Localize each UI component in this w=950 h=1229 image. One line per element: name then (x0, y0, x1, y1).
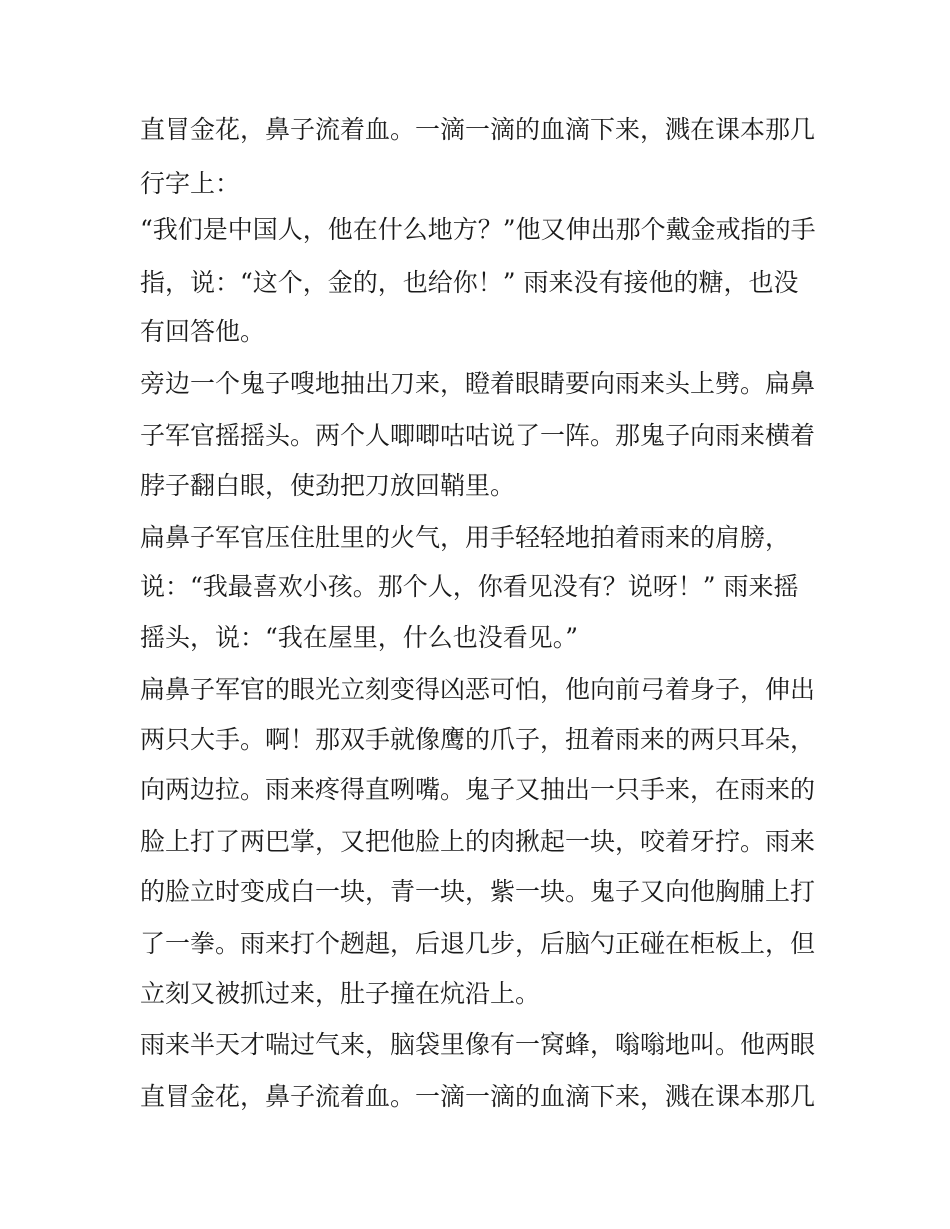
text-line: 向两边拉。雨来疼得直咧嘴。鬼子又抽出一只手来，在雨来的 (140, 775, 816, 804)
text-line: 直冒金花，鼻子流着血。一滴一滴的血滴下来，溅在课本那几 (140, 1082, 816, 1111)
text-line: 立刻又被抓过来，肚子撞在炕沿上。 (140, 979, 541, 1008)
text-line: 了一拳。雨来打个趔趄，后退几步，后脑勺正碰在柜板上，但 (140, 929, 816, 958)
text-line: 扁鼻子军官的眼光立刻变得凶恶可怕，他向前弓着身子，伸出 (140, 675, 816, 704)
text-line: 直冒金花，鼻子流着血。一滴一滴的血滴下来，溅在课本那几 (140, 115, 816, 144)
text-line: 说：“我最喜欢小孩。那个人，你看见没有？说呀！” 雨来摇 (140, 572, 799, 601)
text-line: 雨来半天才喘过气来，脑袋里像有一窝蜂，嗡嗡地叫。他两眼 (140, 1030, 816, 1059)
text-line: 的脸立时变成白一块，青一块，紫一块。鬼子又向他胸脯上打 (140, 877, 816, 906)
text-line: 旁边一个鬼子嗖地抽出刀来，瞪着眼睛要向雨来头上劈。扁鼻 (140, 369, 816, 398)
text-line: 摇头，说：“我在屋里，什么也没看见。” (140, 623, 579, 652)
text-line: 两只大手。啊！那双手就像鹰的爪子，扭着雨来的两只耳朵， (140, 725, 816, 754)
text-line: “我们是中国人，他在什么地方？”他又伸出那个戴金戒指的手 (140, 215, 816, 244)
text-line: 子军官摇摇头。两个人唧唧咕咕说了一阵。那鬼子向雨来横着 (140, 421, 816, 450)
text-line: 脸上打了两巴掌，又把他脸上的肉揪起一块，咬着牙拧。雨来 (140, 827, 816, 856)
text-line: 指，说：“这个，金的，也给你！” 雨来没有接他的糖，也没 (140, 268, 799, 297)
text-line: 有回答他。 (140, 317, 266, 346)
text-line: 扁鼻子军官压住肚里的火气，用手轻轻地拍着雨来的肩膀， (140, 523, 791, 552)
text-line: 脖子翻白眼，使劲把刀放回鞘里。 (140, 471, 516, 500)
text-line: 行字上： (140, 169, 241, 198)
